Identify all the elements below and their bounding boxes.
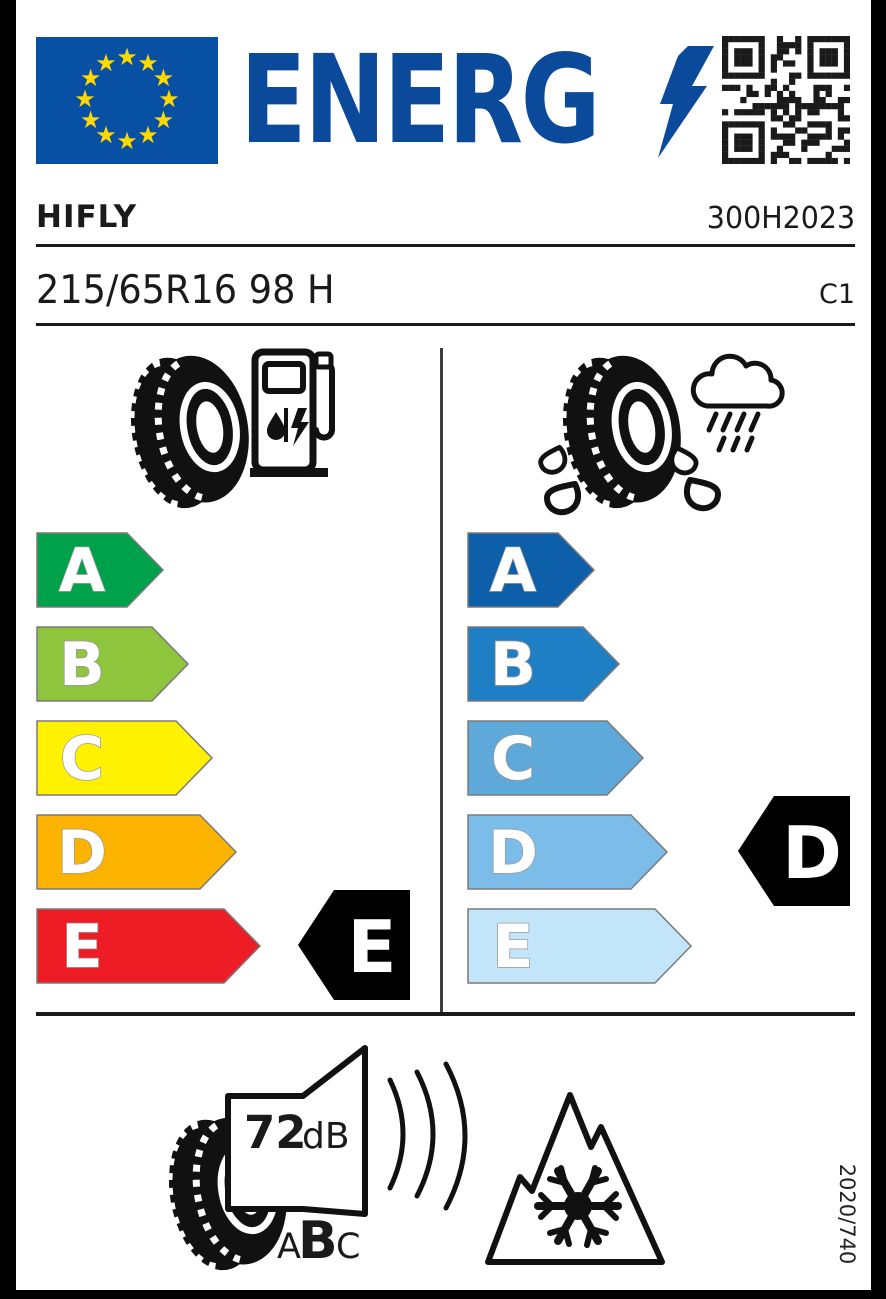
- qr-code: [722, 36, 850, 164]
- eu-star-icon: ★: [79, 106, 102, 134]
- grade-arrow-e: [467, 908, 717, 986]
- svg-text:A: A: [58, 536, 106, 606]
- grade-arrow-a: [36, 532, 286, 610]
- svg-text:B: B: [490, 630, 536, 700]
- svg-text:C: C: [59, 724, 105, 794]
- svg-text:D: D: [488, 818, 538, 888]
- eu-star-icon: ★: [137, 48, 159, 77]
- rating-arrow-wet-grip: [738, 796, 852, 908]
- divider-line-2: [36, 323, 855, 326]
- lightning-bolt-icon: [652, 46, 716, 158]
- svg-text:E: E: [492, 912, 534, 982]
- eu-star-icon: ★: [152, 106, 175, 134]
- noise-and-snow-pictograms: [0, 1030, 886, 1299]
- eu-star-icon: ★: [95, 121, 117, 150]
- eu-star-icon: ★: [137, 121, 159, 150]
- svg-text:C: C: [490, 724, 536, 794]
- fuel-pump-icon: [250, 352, 332, 477]
- eu-flag: [36, 37, 218, 164]
- scale-pictograms: [0, 340, 886, 526]
- eu-star-icon: ★: [152, 64, 175, 92]
- noise-class-b: B: [298, 1211, 338, 1271]
- svg-text:E: E: [61, 912, 103, 982]
- sound-waves-icon: [390, 1064, 465, 1208]
- tire-class: C1: [818, 279, 855, 310]
- eu-star-icon: ★: [74, 85, 96, 113]
- svg-text:B: B: [59, 630, 105, 700]
- noise-class-letters: [277, 1211, 360, 1271]
- grade-arrow-a: [467, 532, 717, 610]
- grade-arrow-c: [467, 720, 717, 798]
- divider-line-1: [36, 244, 855, 247]
- wet-grip-scale: [467, 532, 877, 992]
- grade-arrow-c: [36, 720, 286, 798]
- eu-star-icon: ★: [79, 64, 102, 92]
- energy-logo-text: ENERG: [240, 29, 599, 171]
- svg-text:E: E: [347, 905, 397, 989]
- noise-class-a: A: [277, 1227, 301, 1267]
- tire-icon-fuel: [120, 346, 261, 516]
- svg-text:D: D: [782, 811, 842, 895]
- eu-star-icon: ★: [95, 48, 117, 77]
- rain-cloud-icon: [693, 356, 782, 450]
- brand-name: HIFLY: [36, 199, 138, 235]
- energy-logo: [240, 29, 688, 171]
- noise-unit: dB: [302, 1116, 350, 1157]
- snow-grip-3pmsf-icon: [488, 1095, 662, 1262]
- grade-arrow-d: [36, 814, 286, 892]
- grade-arrow-e: [36, 908, 286, 986]
- svg-text:A: A: [489, 536, 537, 606]
- grade-arrow-d: [467, 814, 717, 892]
- svg-text:D: D: [57, 818, 107, 888]
- eu-star-icon: ★: [116, 43, 138, 71]
- divider-line-3: [36, 1012, 855, 1016]
- model-code: 300H2023: [706, 201, 855, 236]
- noise-class-c: C: [336, 1227, 361, 1267]
- eu-star-icon: ★: [158, 85, 180, 113]
- fuel-efficiency-scale: [36, 532, 446, 992]
- tire-designation: 215/65R16 98 H: [36, 268, 335, 313]
- noise-speaker-icon: [228, 1048, 365, 1214]
- grade-arrow-b: [36, 626, 286, 704]
- regulation-number: 2020/740: [835, 1163, 859, 1265]
- eu-star-icon: ★: [116, 127, 138, 155]
- rating-arrow-fuel-efficiency: [298, 890, 412, 1002]
- column-divider: [440, 348, 443, 1012]
- grade-arrow-b: [467, 626, 717, 704]
- noise-value: 72: [244, 1106, 307, 1159]
